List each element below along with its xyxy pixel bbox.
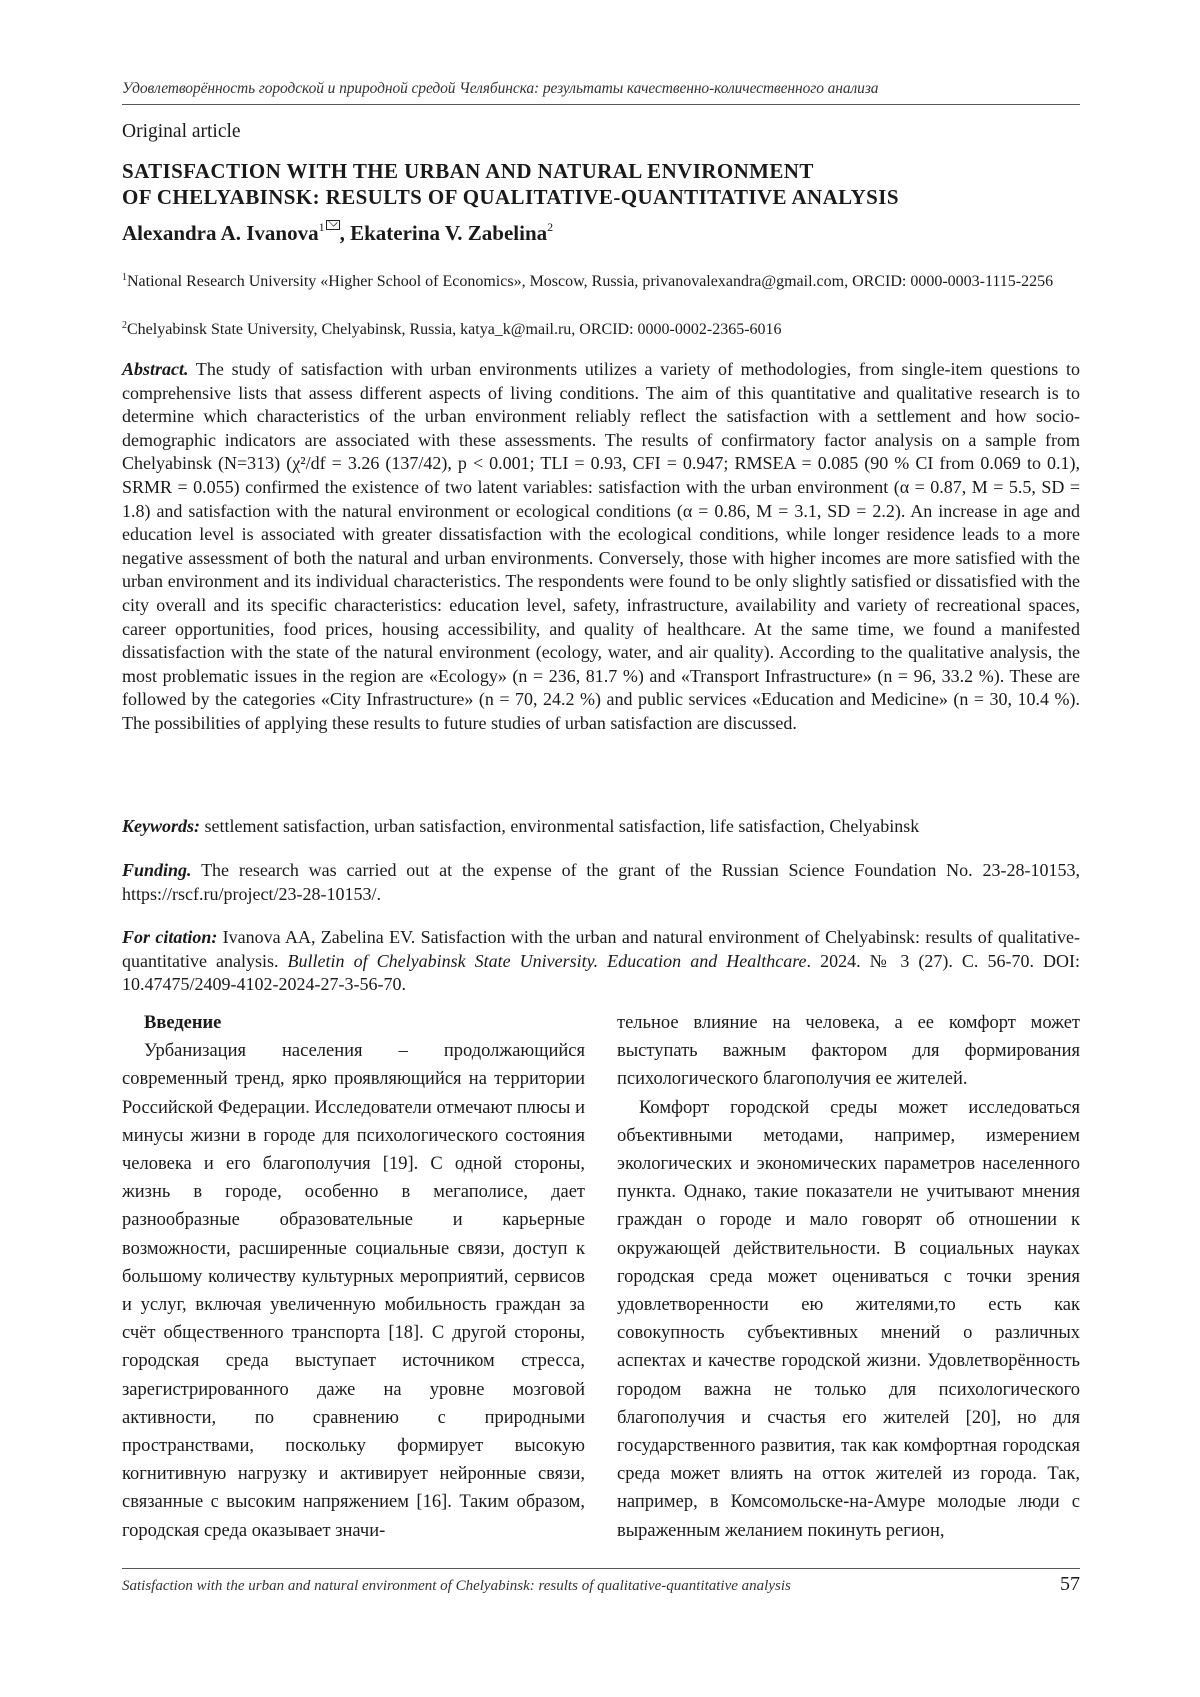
section-heading-intro: Введение (144, 1013, 222, 1033)
affiliation-1-marker: 1 (122, 272, 127, 283)
keywords-label: Keywords: (122, 816, 200, 836)
page-number: 57 (1060, 1573, 1080, 1595)
citation (122, 926, 1080, 997)
author-1-affil: 1 (318, 220, 325, 234)
body-column-left (122, 1009, 585, 1545)
author-1: Alexandra A. Ivanova (122, 221, 319, 245)
body-column-right (617, 1009, 1080, 1545)
authors (122, 220, 553, 246)
abstract-label: Abstract. (122, 359, 189, 379)
envelope-icon (326, 220, 340, 230)
title-line-2: OF CHELYABINSK: RESULTS OF QUALITATIVE-QUANTITATIVE ANALYSIS (122, 185, 899, 209)
running-footer: Satisfaction with the urban and natural environment of Chelyabinsk: results of qualitative-quantitative analysis (122, 1578, 791, 1594)
affiliation-2-text: Chelyabinsk State University, Chelyabinsk, Russia, katya_k@mail.ru, ORCID: 0000-0002-2365-6016 (127, 321, 782, 338)
footer-divider (122, 1568, 1080, 1569)
article-type: Original article (122, 121, 241, 142)
funding (122, 859, 1080, 906)
affiliation-1 (122, 266, 1080, 293)
affiliation-1-text: National Research University «Higher School of Economics», Moscow, Russia, privanovalexandra@gmail.com, ORCID: 0000-0003-1115-2256 (127, 273, 1054, 290)
citation-details: . 2024. № 3 (27). С. 56-70. DOI: 10.47475/2409-4102-2024-27-3-56-70. (122, 950, 1080, 995)
intro-paragraph-2: Комфорт городской среды может исследоваться объективными методами, например, измерением экологических и экономических параметров населенного пункта. Однако, такие показатели не учитывают мнения граждан о городе и мало говорят об отношении к окружающей действительности. В социальных науках городская среда может оцениваться с точки зрения удовлетворенности ею жителями,то есть как совокупность субъективных мнений о различных аспектах и качестве городской жизни. Удовлетворённость городом важна не только для психологического благополучия и счастья его жителей [20], но для государственного развития, так как комфортная городская среда может влиять на отток жителей из города. Так, например, в Комсомольске-на-Амуре молодые люди с выраженным желанием покинуть регион, (617, 1097, 1080, 1541)
running-head: Удовлетворённость городской и природной средой Челябинска: результаты качественно-количественного анализа (122, 80, 1080, 105)
keywords (122, 815, 1080, 839)
affiliation-2-marker: 2 (122, 320, 127, 331)
citation-journal: Bulletin of Chelyabinsk State University. Education and Healthcare (287, 950, 807, 971)
title-line-1: SATISFACTION WITH THE URBAN AND NATURAL ENVIRONMENT (122, 159, 814, 183)
journal-page (122, 0, 1080, 1697)
intro-paragraph-1-cont: тельное влияние на человека, а ее комфорт может выступать важным фактором для формирования психологического благополучия ее жителей. (617, 1013, 1080, 1090)
affiliation-2 (122, 314, 1080, 341)
article-title (122, 158, 1080, 210)
citation-text: Ivanova AA, Zabelina EV. Satisfaction with the urban and natural environment of Chelyabinsk: results of qualitative-quantitative analysis. (122, 927, 1080, 971)
author-2-affil: 2 (547, 220, 554, 234)
author-separator: , (339, 221, 351, 245)
intro-paragraph-1: Урбанизация населения – продолжающийся современный тренд, ярко проявляющийся на территории Российской Федерации. Исследователи отмечают плюсы и минусы жизни в городе для психологического состояния человека и его благополучия [19]. С одной стороны, жизнь в городе, особенно в мегаполисе, дает разнообразные образовательные и карьерные возможности, расширенные социальные связи, доступ к большому количеству культурных мероприятий, сервисов и услуг, включая увеличенную мобильность граждан за счёт общественного транспорта [18]. С другой стороны, городская среда выступает источником стресса, зарегистрированного даже на уровне мозговой активности, по сравнению с природными пространствами, поскольку формирует высокую когнитивную нагрузку и активирует нейронные связи, связанные с высоким напряжением [16]. Таким образом, городская среда оказывает значи- (122, 1041, 585, 1541)
citation-label: For citation: (122, 927, 218, 947)
funding-label: Funding. (122, 860, 192, 880)
funding-text: The research was carried out at the expense of the grant of the Russian Science Foundation No. 23-28-10153, https://rscf.ru/project/23-28-10153/. (122, 860, 1080, 904)
keywords-text: settlement satisfaction, urban satisfaction, environmental satisfaction, life satisfaction, Chelyabinsk (204, 816, 920, 836)
author-2: Ekaterina V. Zabelina (350, 221, 548, 245)
abstract-text: The study of satisfaction with urban environments utilizes a variety of methodologies, from single-item questions to comprehensive lists that assess different aspects of living conditions. The aim of this quantitative and qualitative research is to determine which characteristics of the urban environment reliably reflect the satisfaction with a settlement and how socio-demographic indicators are associated with these assessments. The results of confirmatory factor analysis on a sample from Chelyabinsk (N=313) (χ²/df = 3.26 (137/42), p < 0.001; TLI = 0.93, CFI = 0.947; RMSEA = 0.085 (90 % CI from 0.069 to 0.1), SRMR = 0.055) confirmed the existence of two latent variables: satisfaction with the urban environment (α = 0.87, M = 5.5, SD = 1.8) and satisfaction with the natural environment or ecological conditions (α = 0.86, M = 3.1, SD = 2.2). An increase in age and education level is associated with greater dissatisfaction with the ecological conditions, while longer residence leads to a more negative assessment of both the natural and urban environments. Conversely, those with higher incomes are more satisfied with the urban environment and its individual characteristics. The respondents were found to be only slightly satisfied or dissatisfied with the city overall and its specific characteristics: education level, safety, infrastructure, availability and variety of recreational spaces, career opportunities, food prices, housing accessibility, and quality of healthcare. At the same time, we found a manifested dissatisfaction with the state of the natural environment (ecology, water, and air quality). According to the qualitative analysis, the most problematic issues in the region are «Ecology» (n = 236, 81.7 %) and «Transport Infrastructure» (n = 96, 33.2 %). These are followed by the categories «City Infrastructure» (n = 70, 24.2 %) and public services «Education and Medicine» (n = 30, 10.4 %). The possibilities of applying these results to future studies of urban satisfaction are discussed. (122, 359, 1080, 733)
abstract (122, 358, 1080, 736)
